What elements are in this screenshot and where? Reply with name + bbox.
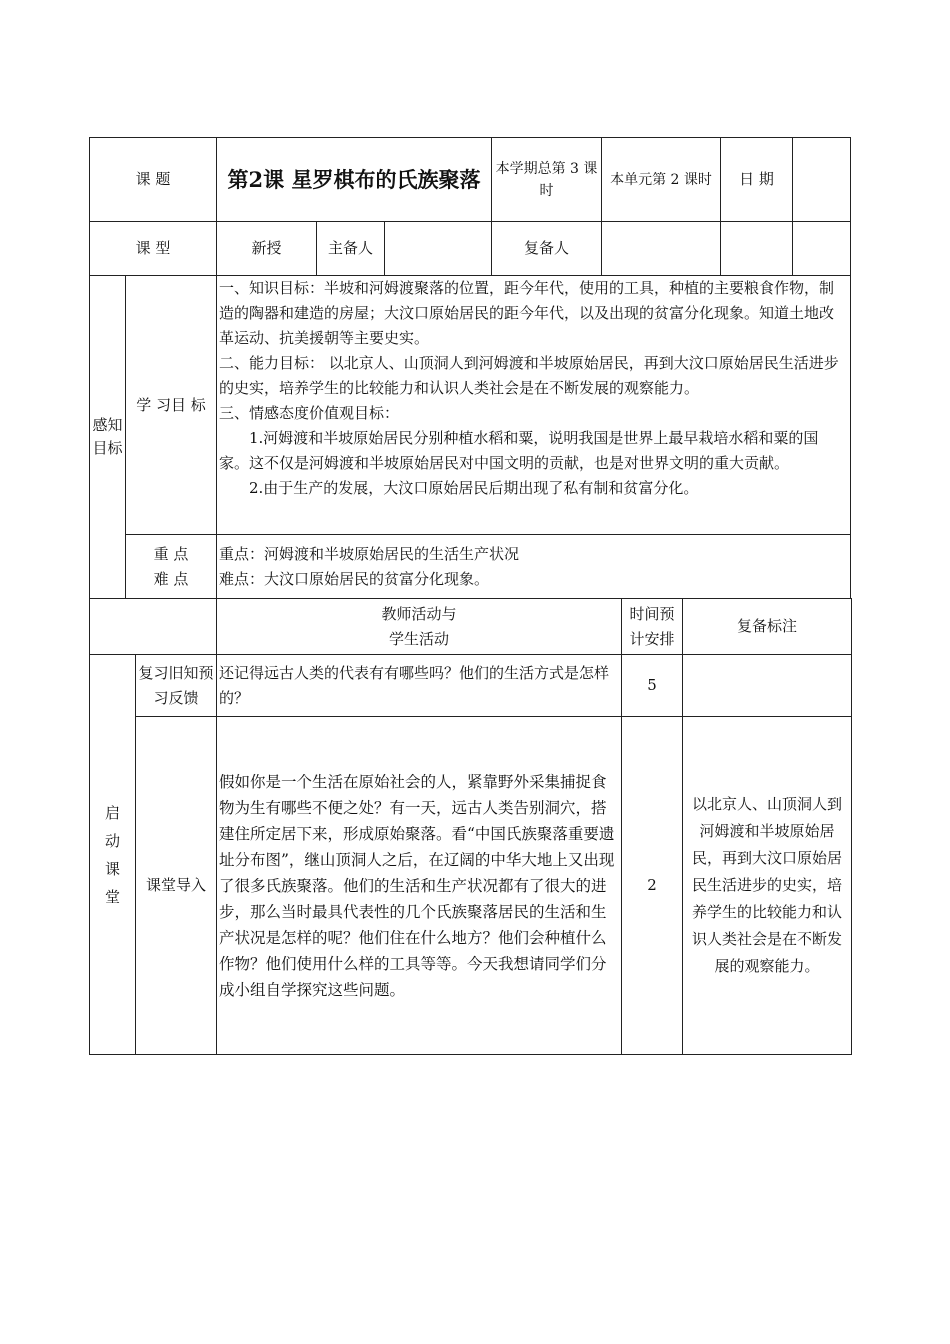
section-label-text: 启动课堂 [105, 803, 121, 906]
notes-header: 复备标注 [683, 599, 852, 655]
date-label: 日 期 [721, 138, 793, 222]
type-label: 课 型 [90, 222, 217, 276]
unit-hour: 本单元第 2 课时 [602, 138, 721, 222]
key-label: 重 点 [153, 544, 189, 563]
goals-section-label: 感知目标 [90, 276, 126, 599]
learning-goals-text [217, 276, 851, 535]
review-text: 还记得远古人类的代表有有哪些吗？他们的生活方式是怎样的？ [217, 655, 622, 717]
intro-note: 以北京人、山顶洞人到河姆渡和半坡原始居民，再到大汶口原始居民生活进步的史实，培养学生的比较能力和认识人类社会是在不断发展的观察能力。 [683, 717, 852, 1055]
activity-table [89, 598, 852, 1055]
blank-cell-2 [793, 222, 851, 276]
difficult-point: 难点：大汶口原始居民的贫富分化现象。 [219, 569, 490, 588]
lesson-title: 第2课 星罗棋布的氏族聚落 [217, 138, 492, 222]
ability-goal: 二、能力目标： 以北京人、山顶洞人到河姆渡和半坡原始居民，再到大汶口原始居民生活进步的史实，培养学生的比较能力和认识人类社会是在不断发展的观察能力。 [219, 354, 839, 397]
date-value [793, 138, 851, 222]
lesson-header-table [89, 137, 851, 599]
review-time: 5 [622, 655, 683, 717]
type-value: 新授 [217, 222, 317, 276]
re-preparer-value [602, 222, 721, 276]
review-label: 复习旧知预习反馈 [136, 655, 217, 717]
key-difficult-text [217, 535, 851, 599]
topic-label: 课 题 [90, 138, 217, 222]
emotion-goal-title: 三、情感态度价值观目标： [219, 404, 400, 422]
teacher-header-line2: 学生活动 [388, 629, 449, 648]
activity-section-label [90, 655, 136, 1055]
difficult-label: 难 点 [153, 569, 189, 588]
header-blank [90, 599, 217, 655]
key-difficult-label [126, 535, 217, 599]
teacher-activity-header [217, 599, 622, 655]
learning-goals-label: 学 习目 标 [126, 276, 217, 535]
time-header-line1: 时间预 [629, 604, 675, 623]
intro-label: 课堂导入 [136, 717, 217, 1055]
key-point: 重点：河姆渡和半坡原始居民的生活生产状况 [219, 544, 520, 563]
review-note [683, 655, 852, 717]
main-preparer-label: 主备人 [317, 222, 385, 276]
re-preparer-label: 复备人 [492, 222, 602, 276]
emotion-goal-2: 2.由于生产的发展，大汶口原始居民后期出现了私有制和贫富分化。 [249, 479, 699, 497]
semester-total: 本学期总第 3 课 时 [492, 138, 602, 222]
main-preparer-value [385, 222, 492, 276]
intro-text: 假如你是一个生活在原始社会的人，紧靠野外采集捕捉食物为生有哪些不便之处？有一天，远古人类告别洞穴，搭建住所定居下来，形成原始聚落。看“中国氏族聚落重要遗址分布图”，继山顶洞人之后，在辽阔的中华大地上又出现了很多氏族聚落。他们的生活和生产状况都有了很大的进步，那么当时最具代表性的几个氏族聚落居民的生活和生产状况是怎样的呢？他们住在什么地方？他们会种植什么作物？他们使用什么样的工具等等。今天我想请同学们分成小组自学探究这些问题。 [217, 717, 622, 1055]
intro-time: 2 [622, 717, 683, 1055]
time-header [622, 599, 683, 655]
blank-cell-1 [721, 222, 793, 276]
knowledge-goal: 一、知识目标：半坡和河姆渡聚落的位置，距今年代，使用的工具，种植的主要粮食作物，制造的陶器和建造的房屋；大汶口原始居民的距今年代，以及出现的贫富分化现象。知道土地改革运动、抗美援朝等主要史实。 [219, 279, 835, 347]
emotion-goal-1: 1.河姆渡和半坡原始居民分别种植水稻和粟，说明我国是世界上最早栽培水稻和粟的国家。这不仅是河姆渡和半坡原始居民对中国文明的贡献，也是对世界文明的重大贡献。 [219, 429, 819, 472]
teacher-header-line1: 教师活动与 [381, 604, 457, 623]
time-header-line2: 计安排 [629, 629, 675, 648]
